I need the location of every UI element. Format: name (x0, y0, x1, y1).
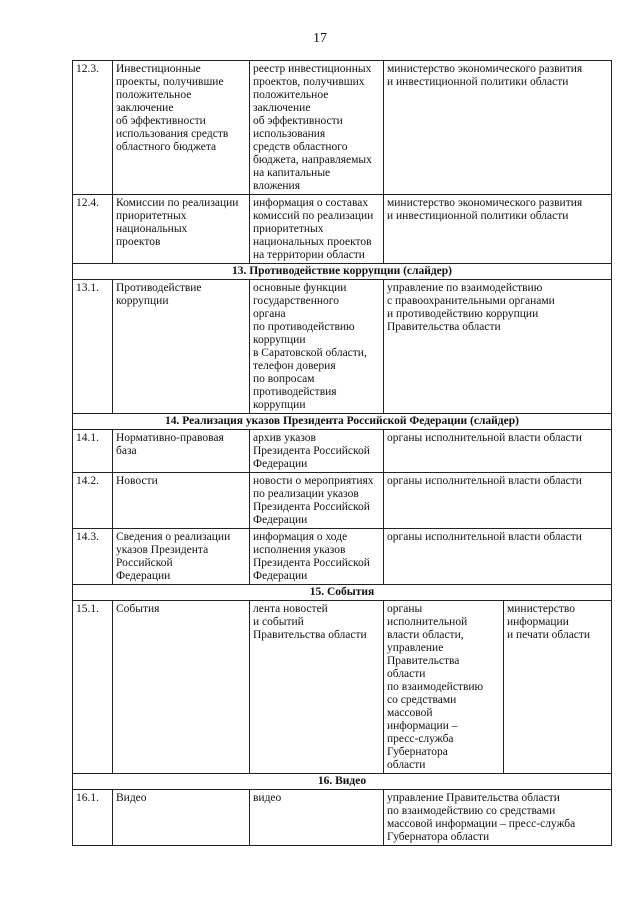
content-description: архив указов Президента Российской Федерации (253, 432, 370, 470)
responsible-cell (384, 195, 612, 264)
section-title: 16. Видео (73, 774, 612, 790)
responsible-cell (384, 473, 612, 529)
responsible-cell (384, 430, 612, 473)
content-cell (250, 61, 384, 195)
document-table (72, 60, 612, 846)
content-description: основные функции государственного органа по противодействию коррупции в Саратовской области, телефон доверия по вопросам противодействия коррупции (253, 282, 367, 411)
table-row (73, 790, 612, 846)
content-cell (250, 430, 384, 473)
section-header-row (73, 774, 612, 790)
section-name-cell (113, 529, 250, 585)
responsible-body: органы исполнительной власти области (387, 531, 582, 543)
row-number: 14.1. (73, 430, 113, 473)
responsible-body: органы исполнительной власти области, управление Правительства области по взаимодействию со средствами массовой информации – пресс-служба Губернатора области (387, 603, 484, 771)
row-number: 12.3. (73, 61, 113, 195)
co-responsible-cell (504, 601, 612, 774)
responsible-cell (384, 529, 612, 585)
row-number: 14.2. (73, 473, 113, 529)
content-description: информация о составах комиссий по реализации приоритетных национальных проектов на территории области (253, 197, 374, 261)
section-name-cell (113, 280, 250, 414)
responsible-body: органы исполнительной власти области (387, 432, 582, 444)
table-row (73, 601, 612, 774)
row-number: 14.3. (73, 529, 113, 585)
row-number: 13.1. (73, 280, 113, 414)
section-title: 13. Противодействие коррупции (слайдер) (73, 264, 612, 280)
table-row (73, 473, 612, 529)
row-number: 15.1. (73, 601, 113, 774)
content-cell (250, 790, 384, 846)
section-name-cell (113, 195, 250, 264)
section-name: Сведения о реализации указов Президента Российской Федерации (116, 531, 231, 582)
responsible-body: управление Правительства области по взаимодействию со средствами массовой информации – пресс-служба Губернатора области (387, 792, 576, 843)
section-name-cell (113, 601, 250, 774)
table-row (73, 195, 612, 264)
content-cell (250, 529, 384, 585)
section-header-row (73, 414, 612, 430)
section-name: Нормативно-правовая база (116, 432, 224, 457)
section-name: Инвестиционные проекты, получившие положительное заключение об эффективности использования средств областного бюджета (116, 63, 229, 153)
section-title: 15. События (73, 585, 612, 601)
row-number: 16.1. (73, 790, 113, 846)
section-name: Новости (116, 475, 158, 487)
content-cell (250, 473, 384, 529)
responsible-body: министерство экономического развития и инвестиционной политики области (387, 197, 583, 222)
content-description: информация о ходе исполнения указов Президента Российской Федерации (253, 531, 370, 582)
section-name-cell (113, 473, 250, 529)
table-row (73, 430, 612, 473)
table-row (73, 280, 612, 414)
co-responsible-body: министерство информации и печати области (507, 603, 591, 641)
responsible-cell (384, 61, 612, 195)
content-description: реестр инвестиционных проектов, получивших положительное заключение об эффективности использования средств областного бюджета, направляемых на капитальные вложения (253, 63, 372, 192)
responsible-body: органы исполнительной власти области (387, 475, 582, 487)
responsible-cell (384, 280, 612, 414)
table-row (73, 61, 612, 195)
responsible-cell (384, 790, 612, 846)
content-description: лента новостей и событий Правительства области (253, 603, 367, 641)
responsible-body: управление по взаимодействию с правоохранительными органами и противодействию коррупции Правительства области (387, 282, 555, 333)
section-name: Противодействие коррупции (116, 282, 202, 307)
section-name-cell (113, 61, 250, 195)
section-header-row (73, 264, 612, 280)
section-name-cell (113, 790, 250, 846)
table-row (73, 529, 612, 585)
responsible-cell (384, 601, 504, 774)
section-name-cell (113, 430, 250, 473)
content-cell (250, 195, 384, 264)
content-cell (250, 601, 384, 774)
section-title: 14. Реализация указов Президента Российской Федерации (слайдер) (73, 414, 612, 430)
section-name: События (116, 603, 160, 615)
section-name: Видео (116, 792, 147, 804)
content-description: видео (253, 792, 282, 804)
section-name: Комиссии по реализации приоритетных национальных проектов (116, 197, 239, 248)
content-description: новости о мероприятиях по реализации указов Президента Российской Федерации (253, 475, 374, 526)
responsible-body: министерство экономического развития и инвестиционной политики области (387, 63, 583, 88)
row-number: 12.4. (73, 195, 113, 264)
content-cell (250, 280, 384, 414)
section-header-row (73, 585, 612, 601)
page-number: 17 (313, 31, 327, 46)
